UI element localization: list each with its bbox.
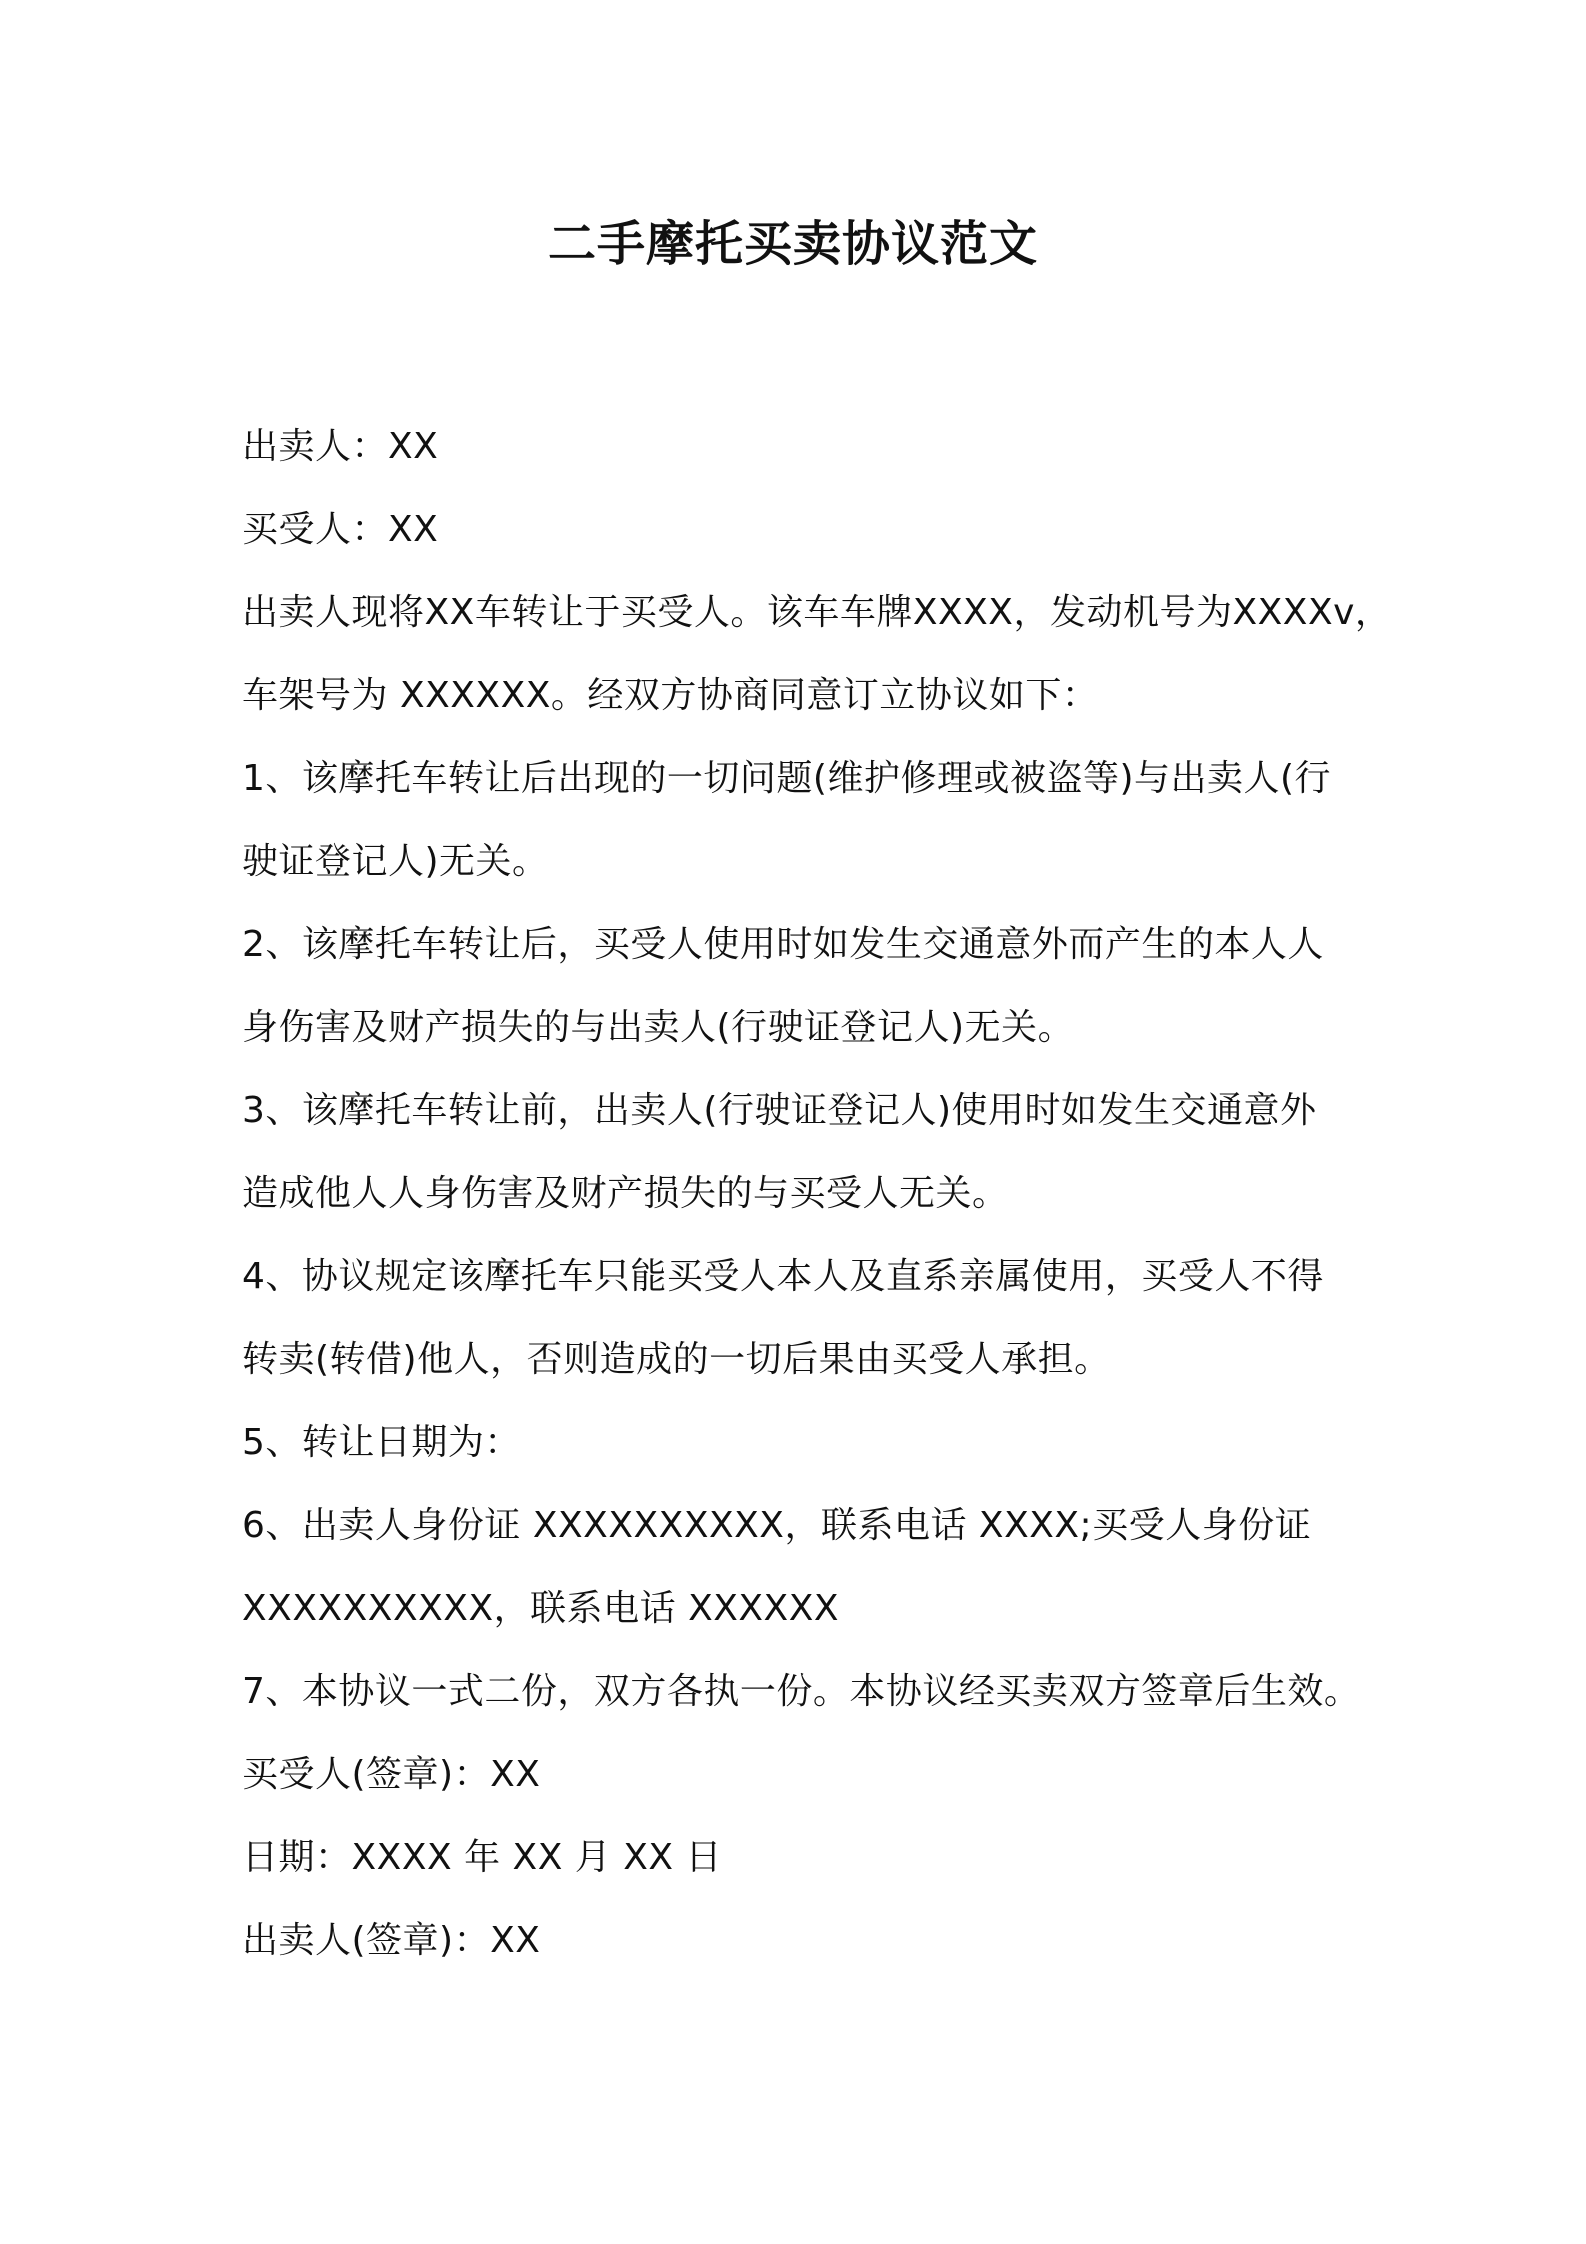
clause-3-line-2: 造成他人人身伤害及财产损失的与买受人无关。 [242,1173,1009,1214]
clause-1-line-1: 1、该摩托车转让后出现的一切问题(维护修理或被盗等)与出卖人(行 [242,758,1332,799]
clause-4-line-1: 4、协议规定该摩托车只能买受人本人及直系亲属使用，买受人不得 [242,1256,1324,1297]
clause-7-line: 7、本协议一式二份，双方各执一份。本协议经买卖双方签章后生效。 [242,1671,1361,1712]
intro-line-1: 出卖人现将XX车转让于买受人。该车车牌XXXX，发动机号为XXXXv， [242,592,1392,633]
date-line: 日期：XXXX 年 XX 月 XX 日 [242,1837,723,1878]
clause-6-line-1: 6、出卖人身份证 XXXXXXXXXX，联系电话 XXXX;买受人身份证 [242,1505,1312,1546]
clause-1-line-2: 驶证登记人)无关。 [242,841,549,882]
clause-6-line-2: XXXXXXXXXX，联系电话 XXXXXX [242,1588,840,1629]
clause-5-line: 5、转让日期为： [242,1422,521,1463]
clause-3-line-1: 3、该摩托车转让前，出卖人(行驶证登记人)使用时如发生交通意外 [242,1090,1317,1131]
clause-2-line-1: 2、该摩托车转让后，买受人使用时如发生交通意外而产生的本人人 [242,924,1324,965]
seller-signature-line: 出卖人(签章)：XX [242,1920,541,1961]
clause-2-line-2: 身伤害及财产损失的与出卖人(行驶证登记人)无关。 [242,1007,1075,1048]
buyer-line: 买受人：XX [242,509,439,550]
buyer-signature-line: 买受人(签章)：XX [242,1754,541,1795]
document-title: 二手摩托买卖协议范文 [547,216,1038,272]
intro-line-2: 车架号为 XXXXXX。经双方协商同意订立协议如下： [242,675,1099,716]
document-body [242,405,1392,1982]
seller-line: 出卖人：XX [242,426,439,467]
clause-4-line-2: 转卖(转借)他人，否则造成的一切后果由买受人承担。 [242,1339,1111,1380]
